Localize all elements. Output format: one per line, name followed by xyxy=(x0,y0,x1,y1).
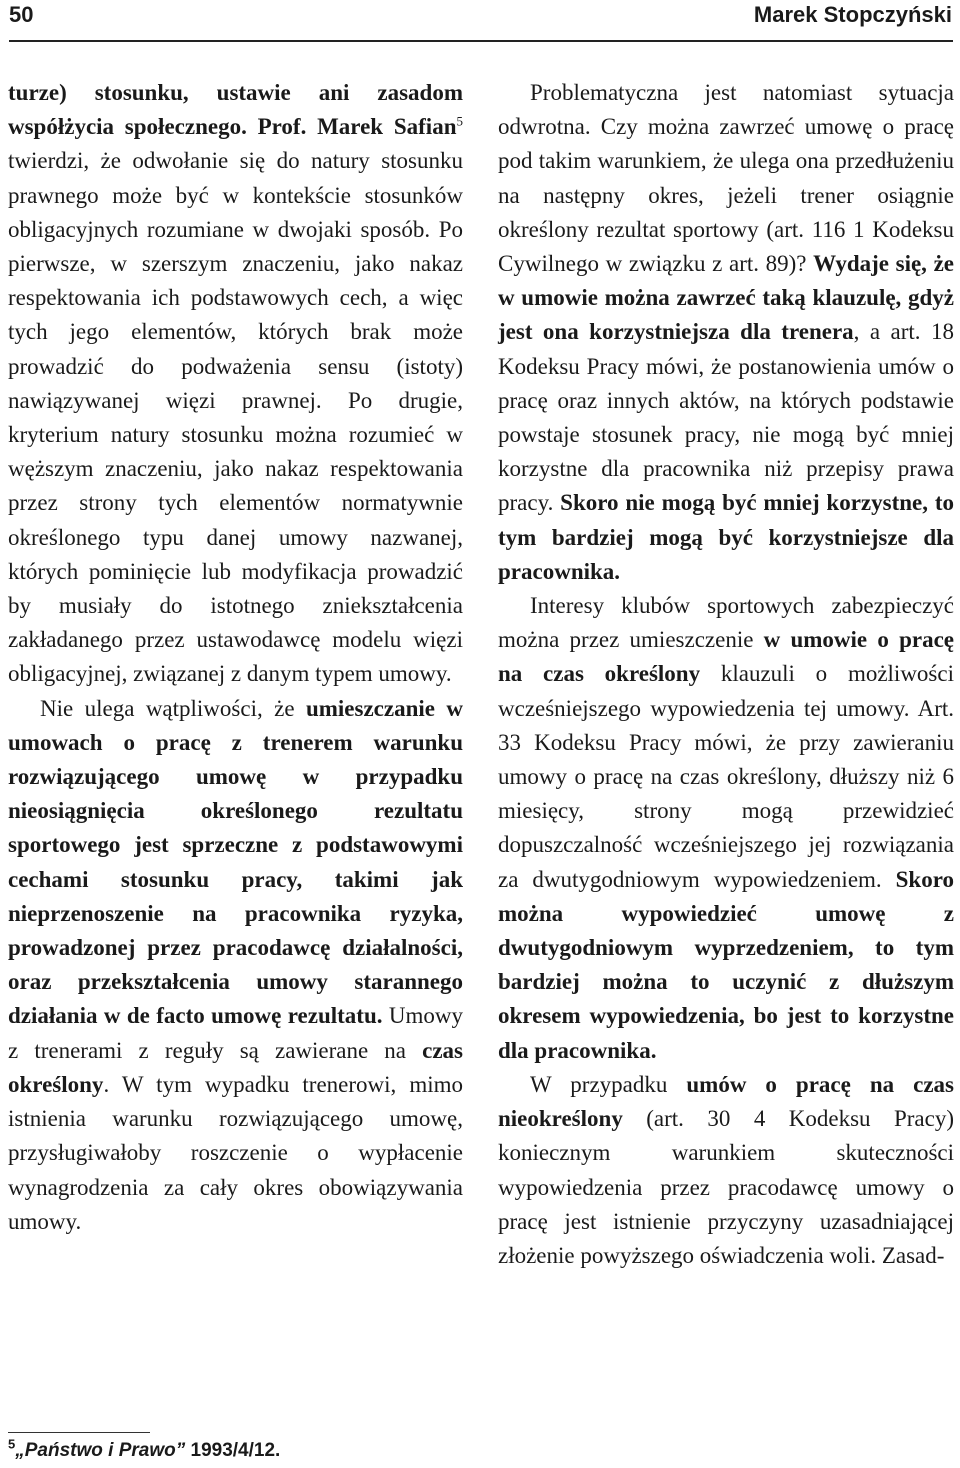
right-column xyxy=(498,76,954,1273)
bold-text: Wydaje się, że w umowie można zawrzeć taką klauzulę, gdyż jest ona korzystniejsza dla trenera xyxy=(498,251,954,345)
page-header xyxy=(0,0,960,40)
paragraph xyxy=(8,692,463,1239)
paragraph xyxy=(498,76,954,589)
bold-text: umieszczanie w umowach o pracę z trenerem warunku rozwiązującego umowę w przypadku nieosiągnięcia określonego rezultatu sportowego jest sprzeczne z podstawowymi cechami stosunku pracy, takimi jak nieprzenoszenie na pracownika ryzyka, prowadzonej przez pracodawcę działalności, oraz przekształcenia umowy starannego działania w de facto umowę rezultatu. xyxy=(8,695,463,1029)
footnote-ref-text: 1993/4/12. xyxy=(185,1440,281,1461)
bold-text: Skoro można wypowiedzieć umowę z dwutygodniowym wyprzedzeniem, to tym bardziej można to uczynić z dłuższym okresem wypowiedzenia, bo jest to korzystne dla pracownika. xyxy=(498,866,954,1063)
bold-text: czas określony xyxy=(8,1037,463,1097)
footnote-title: „Państwo i Prawo” xyxy=(15,1440,186,1461)
bold-text: Skoro nie mogą być mniej korzystne, to tym bardziej mogą być korzystniejsze dla pracownika. xyxy=(498,490,954,584)
body-text: Nie ulega wątpliwości, że xyxy=(40,695,306,721)
body-text: Umowy z trenerami z reguły są zawierane na xyxy=(8,1003,463,1063)
running-head-author: Marek Stopczyński xyxy=(753,2,952,27)
header-rule xyxy=(9,40,953,42)
body-text: Interesy klubów sportowych zabezpieczyć można przez umieszczenie xyxy=(498,593,954,653)
footnote-ref: 5 xyxy=(456,113,463,129)
footnote-number: 5 xyxy=(8,1436,16,1452)
bold-text: umów o pracę na czas nieokreślony xyxy=(498,1071,955,1132)
bold-text: turze) stosunku, ustawie ani zasadom współżycia społecznego. Prof. Marek Safian xyxy=(8,80,463,140)
body-text: , a art. 18 Kodeksu Pracy mówi, że postanowienia umów o pracę oraz innych aktów, na których podstawie powstaje stosunek pracy, nie mogą być mniej korzystne dla pracownika niż przepisy prawa pracy. xyxy=(498,319,954,516)
body-text: Problematyczna jest natomiast sytuacja odwrotna. Czy można zawrzeć umowę o pracę pod takim warunkiem, że ulega ona przedłużeniu na następny okres, jeżeli trener osiągnie określony rezultat sportowy (art. 116 1 Kodeksu Cywilnego w związku z art. 89)? xyxy=(498,80,954,277)
paragraph xyxy=(8,76,463,692)
paragraph xyxy=(498,589,954,1068)
paragraph xyxy=(498,1068,954,1273)
bold-text: w umowie o pracę na czas określony xyxy=(498,627,954,687)
body-text: (art. 30 4 Kodeksu Pracy) koniecznym warunkiem skuteczności wypowiedzenia przez pracodawcę umowy o pracę jest istnienie przyczyny uzasadniającej złożenie powyższego oświadczenia woli. Zasad- xyxy=(498,1106,954,1268)
body-text: twierdzi, że odwołanie się do natury stosunku prawnego może być w kontekście stosunków obligacyjnych rozumiane w dwojaki sposób. Po pierwsze, w szerszym znaczeniu, jako nakaz respektowania ich podstawowych cech, a więc tych jego elementów, których brak może prowadzić do podważenia sensu (istoty) nawiązywanej więzi prawnej. Po drugie, kryterium natury stosunku można rozumieć w węższym znaczeniu, jako nakaz respektowania przez strony tych elementów normatywnie określonego typu danej umowy nazwanej, których pominięcie lub modyfikacja prowadzić by musiały do istotnego zniekształcenia zakładanego przez ustawodawcę modelu więzi obligacyjnej, związanej z danym typem umowy. xyxy=(8,148,463,687)
left-column xyxy=(8,76,463,1239)
footnote xyxy=(8,1436,281,1462)
page-number: 50 xyxy=(9,2,34,27)
footnote-rule xyxy=(8,1432,150,1433)
body-text: W przypadku xyxy=(530,1071,687,1097)
body-text: klauzuli o możliwości wcześniejszego wypowiedzenia tej umowy. Art. 33 Kodeksu Pracy mówi, że przy zawieraniu umowy o pracę na czas określony, dłuższy niż 6 miesięcy, strony mogą przewidzieć dopuszczalność wcześniejszego jej rozwiązania za dwutygodniowym wypowiedzeniem. xyxy=(498,661,954,892)
body-text: . W tym wypadku trenerowi, mimo istnienia warunku rozwiązującego umowę, przysługiwałoby roszczenie o wypłacenie wynagrodzenia za cały okres obowiązywania umowy. xyxy=(8,1071,463,1234)
